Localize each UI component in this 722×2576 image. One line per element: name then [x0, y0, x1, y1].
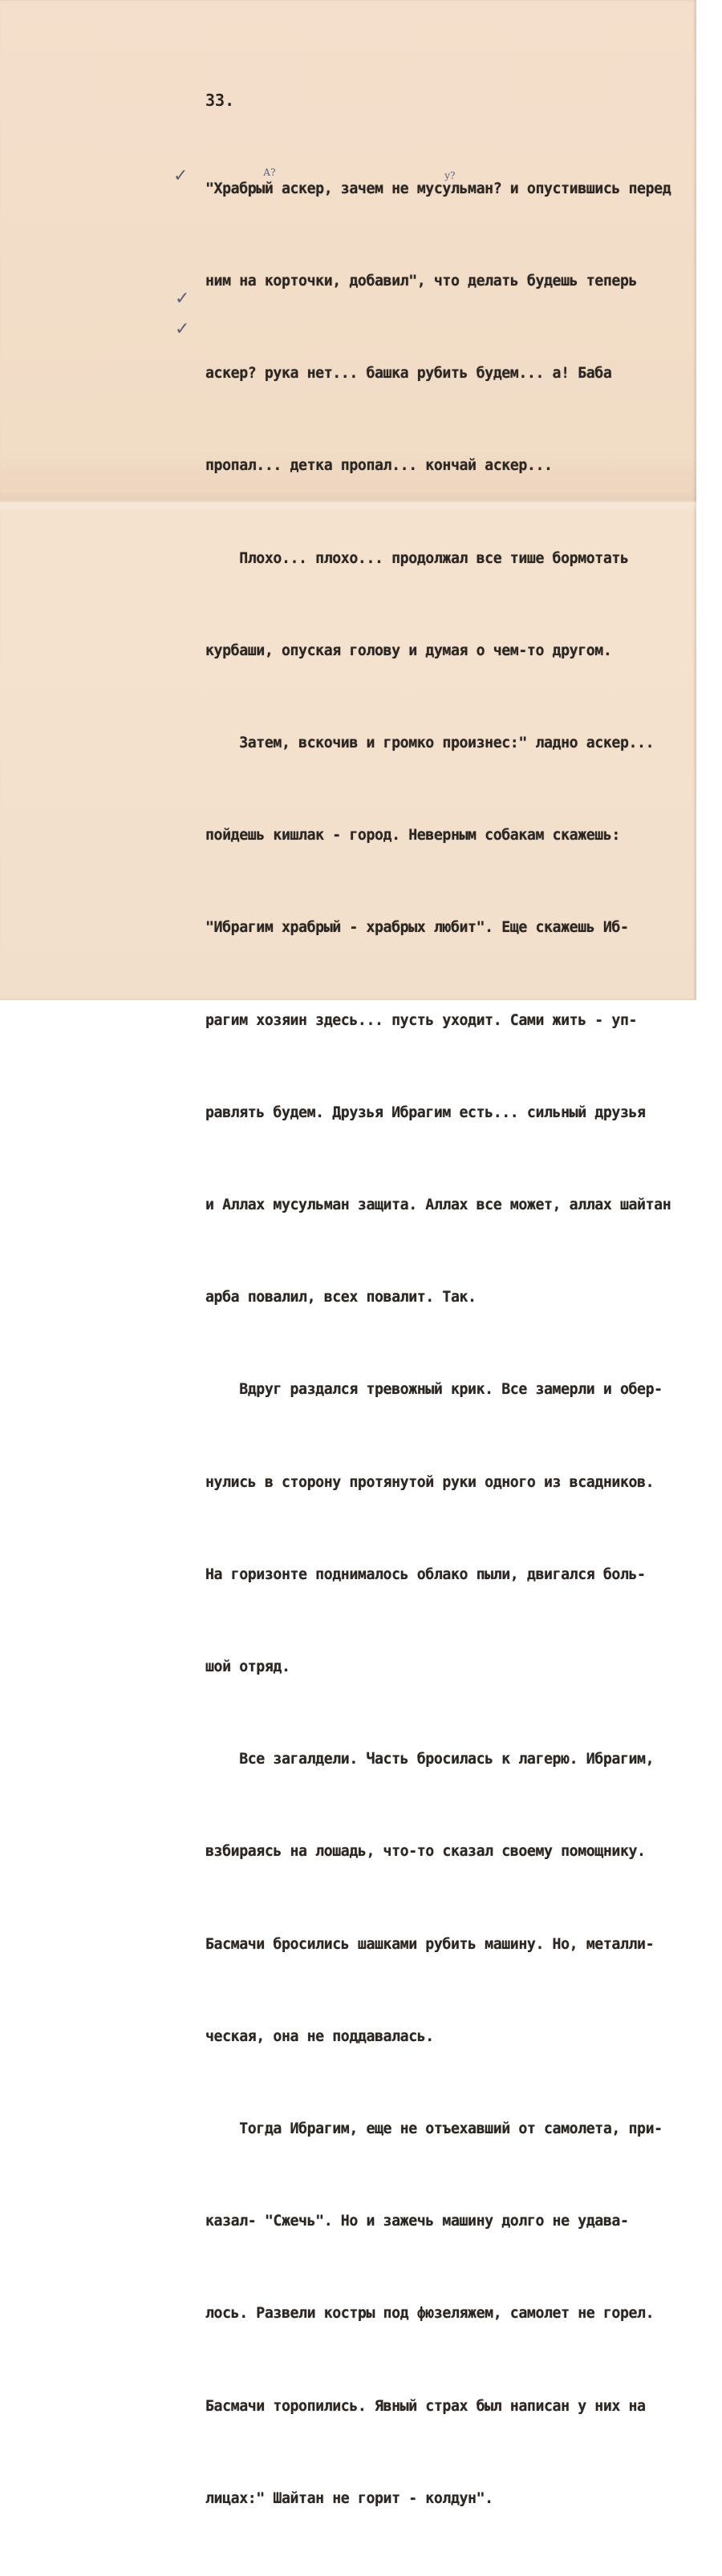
text-line: На горизонте поднималось облако пыли, двигался боль-	[205, 1565, 646, 1583]
handwritten-note: у?	[444, 170, 456, 181]
text-line: Басмачи торопились. Явный страх был написан у них на	[205, 2397, 646, 2415]
typewritten-text	[205, 112, 699, 2576]
text-line: взбираясь на лошадь, что-то сказал своему помощнику.	[205, 1843, 646, 1861]
text-line: "Ибрагим храбрый - храбрых любит". Еще скажешь Иб-	[205, 919, 629, 937]
text-line: курбаши, опуская голову и думая о чем-то другом.	[205, 642, 612, 659]
text-line: Вдруг раздался тревожный крик. Все замерли и обер-	[205, 1381, 663, 1399]
text-line: Басмачи бросились шашками рубить машину. Но, металли-	[205, 1935, 655, 1953]
text-line: пропал... детка пропал... кончай аскер...	[205, 457, 553, 475]
text-line: "Храбрый аскер, зачем не мусульман? и опустившись перед	[205, 180, 671, 197]
text-line: шой отряд.	[205, 1659, 290, 1676]
text-line: равлять будем. Друзья Ибрагим есть... сильный друзья	[205, 1104, 646, 1121]
text-line: и Аллах мусульман защита. Аллах все может, аллах шайтан	[205, 1197, 671, 1214]
margin-check-mark: ✓	[173, 166, 189, 186]
text-line: ческая, она не поддавалась.	[205, 2027, 434, 2045]
text-line: аскер? рука нет... башка рубить будем... а! Баба	[205, 365, 612, 383]
text-line: казал- "Сжечь". Но и зажечь машину долго не удава-	[205, 2213, 629, 2230]
text-line: рагим хозяин здесь... пусть уходит. Сами жить - уп-	[205, 1011, 638, 1029]
text-line: арба повалил, всех повалит. Так.	[205, 1289, 477, 1306]
margin-check-mark: ✓	[175, 289, 190, 309]
text-line: Тогда Ибрагим, еще не отъехавший от самолета, при-	[205, 2120, 663, 2138]
text-line: ним на корточки, добавил", что делать будешь теперь	[205, 273, 638, 290]
text-line: лицах:" Шайтан не горит - колдун".	[205, 2489, 493, 2507]
margin-check-mark: ✓	[175, 319, 190, 339]
page-number: 33.	[205, 91, 235, 110]
text-line: нулись в сторону протянутой руки одного из всадников.	[205, 1473, 655, 1491]
text-line: лось. Развели костры под фюзеляжем, самолет не горел.	[205, 2305, 655, 2323]
text-line: пойдешь кишлак - город. Неверным собакам скажешь:	[205, 827, 620, 844]
text-line: Плохо... плохо... продолжал все тише бормотать	[205, 549, 629, 567]
text-line: Затем, вскочив и громко произнес:" ладно аскер...	[205, 735, 655, 752]
handwritten-note: А?	[263, 167, 276, 178]
text-line: Все загалдели. Часть бросилась к лагерю. Ибрагим,	[205, 1751, 655, 1768]
